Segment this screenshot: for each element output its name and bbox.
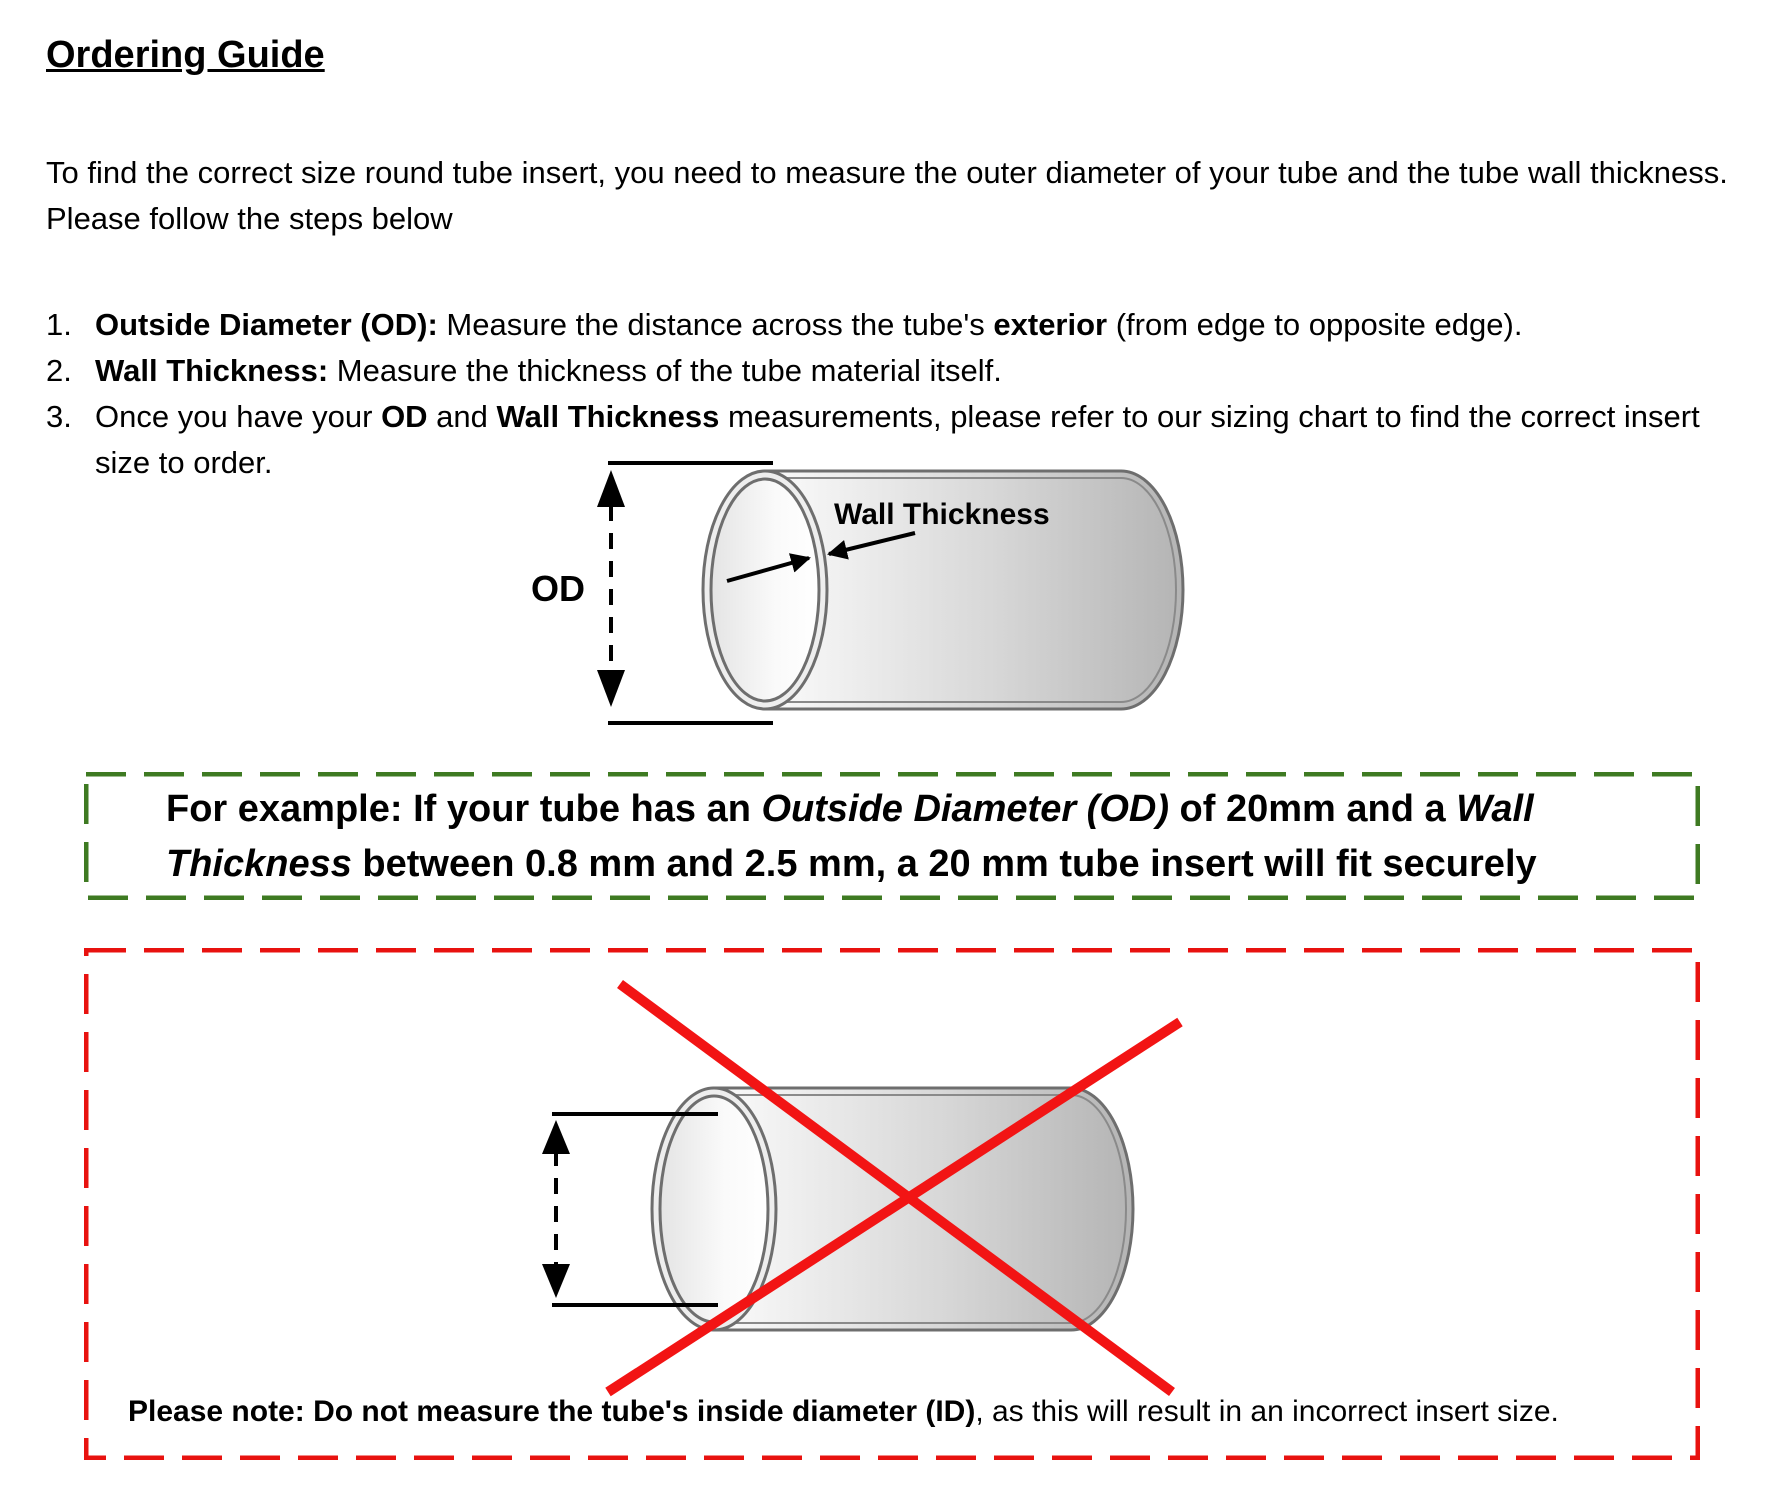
intro-paragraph: To find the correct size round tube insert, you need to measure the outer diameter of your tube and the tube wall thickness. Please follow the steps below (46, 155, 1728, 236)
step-text: (from edge to opposite edge). (1107, 307, 1523, 342)
step-emphasis: exterior (993, 307, 1108, 342)
od-arrow-down (597, 670, 625, 707)
page-title: Ordering Guide (46, 34, 325, 76)
example-italic: Wall Thickness (166, 788, 1534, 885)
note-bold: Please note: Do not measure the tube's inside diameter (ID) (128, 1395, 976, 1428)
warning-box (84, 948, 1700, 1460)
tube-end-inner (711, 479, 819, 701)
step-text: Measure the distance across the tube's (437, 307, 994, 342)
example-part: of 20mm and a (1169, 788, 1457, 830)
example-part: For example: If your tube has an (166, 788, 762, 830)
note-text: , as this will result in an incorrect insert size. (975, 1395, 1559, 1428)
example-box (84, 772, 1700, 900)
step-text: Once you have your (95, 399, 382, 434)
warning-note (128, 1392, 1688, 1432)
step-emphasis: OD (381, 399, 428, 434)
step-text: and (427, 399, 497, 434)
step-text: measurements, please refer to our sizing chart to find the correct insert size to order. (95, 399, 1700, 480)
step-number: 3. (46, 399, 72, 434)
step-term: Outside Diameter (OD): (95, 307, 438, 342)
example-text (166, 782, 1666, 892)
step-text: Measure the thickness of the tube material itself. (328, 353, 1002, 388)
warning-box-border (84, 948, 1700, 1460)
example-part: between 0.8 mm and 2.5 mm, a 20 mm tube insert will fit securely (351, 843, 1537, 885)
step-emphasis: Wall Thickness (496, 399, 720, 434)
step-number: 1. (46, 307, 72, 342)
od-arrow-up (597, 470, 625, 507)
step-number: 2. (46, 353, 72, 388)
example-italic: Outside Diameter (OD) (761, 788, 1169, 830)
od-label: OD (531, 568, 585, 609)
wall-thickness-label: Wall Thickness (834, 498, 1050, 531)
step-term: Wall Thickness: (95, 353, 329, 388)
